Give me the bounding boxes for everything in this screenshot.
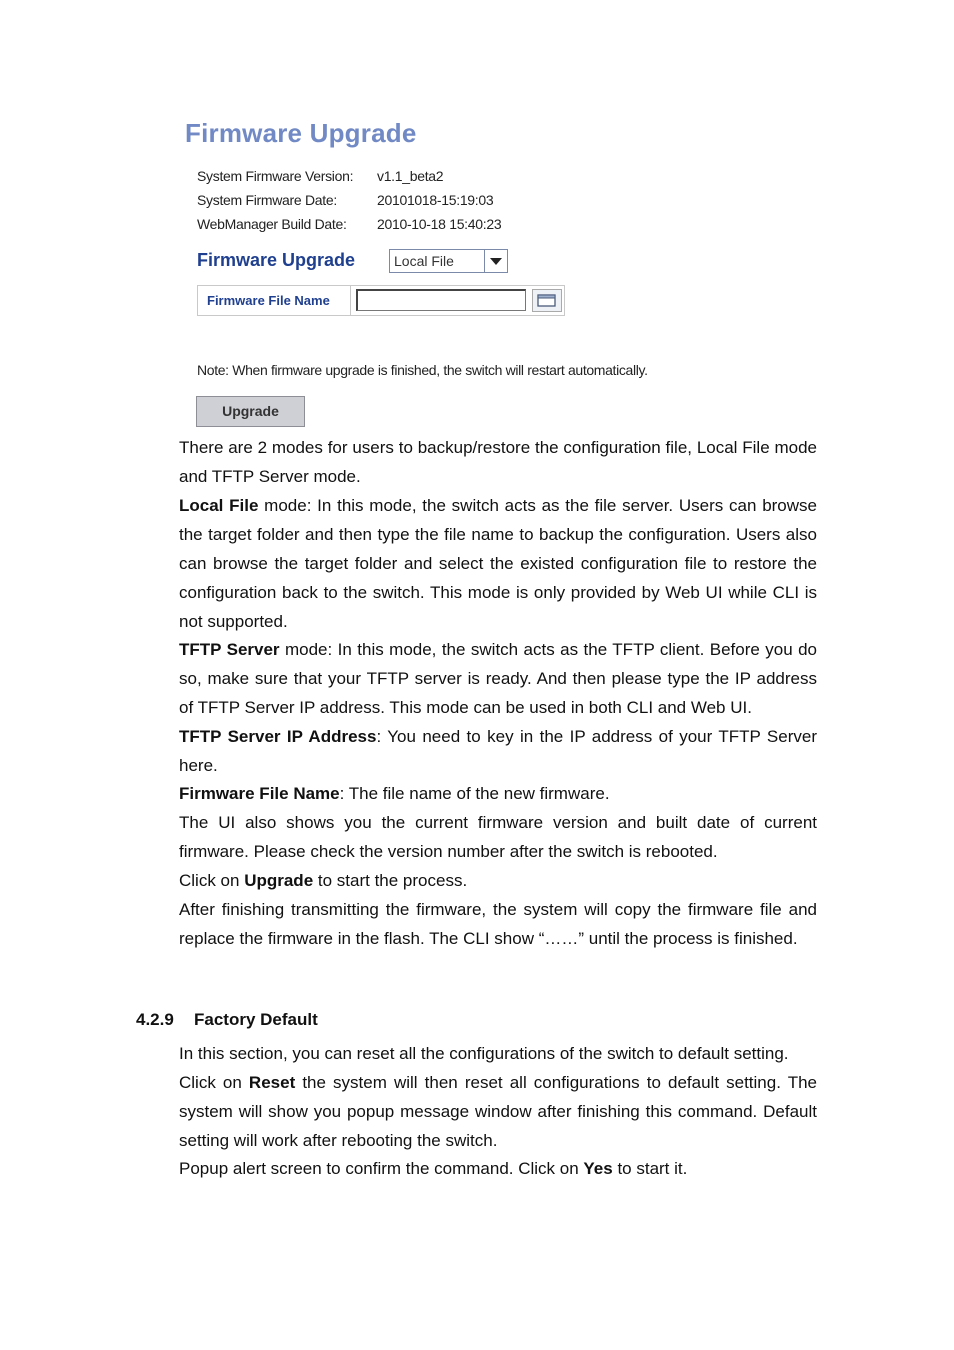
after-transmit-paragraph: After finishing transmitting the firmware, the system will copy the firmware file and replace the firmware in the flash. The CLI show “……” until the process is finished.: [179, 900, 817, 948]
firmware-version-value: v1.1_beta2: [377, 168, 444, 184]
tftp-server-paragraph: [179, 635, 817, 722]
popup-pre: Popup alert screen to confirm the command. Click on: [179, 1159, 584, 1178]
firmware-date-label: System Firmware Date:: [197, 192, 337, 208]
section-heading: [136, 1010, 318, 1030]
reset-post: the system will then reset all configurations to default setting. The system will show you popup message window after finishing this command. Default setting will work after rebooting the switch.: [179, 1073, 818, 1150]
reset-pre: Click on: [179, 1073, 249, 1092]
upgrade-mode-select[interactable]: [389, 249, 508, 273]
click-upgrade-pre: Click on: [179, 871, 245, 890]
local-file-term: Local File: [179, 496, 259, 515]
chevron-down-icon[interactable]: [484, 250, 507, 272]
firmware-file-input[interactable]: [356, 289, 526, 311]
build-date-label: WebManager Build Date:: [197, 216, 347, 232]
firmware-file-name-label: Firmware File Name: [198, 286, 351, 315]
modes-paragraph: There are 2 modes for users to backup/restore the configuration file, Local File mode and TFTP Server mode.: [179, 438, 817, 486]
firmware-date-row: [197, 192, 493, 208]
local-file-paragraph: [179, 491, 817, 636]
tftp-server-term: TFTP Server: [179, 640, 280, 659]
reset-term: Reset: [248, 1073, 296, 1092]
build-date-value: 2010-10-18 15:40:23: [377, 216, 502, 232]
file-name-description: : The file name of the new firmware.: [339, 784, 610, 803]
local-file-description: mode: In this mode, the switch acts as the file server. Users can browse the target folder and then type the file name to backup the configuration. Users also can browse the target folder and select the existed configuration file to restore the configuration back to the switch. This mode is only provided by Web UI while CLI is not supported.: [179, 496, 817, 631]
build-date-row: [197, 216, 501, 232]
firmware-upgrade-title: Firmware Upgrade: [185, 118, 417, 148]
folder-icon: [533, 290, 561, 311]
upgrade-button[interactable]: Upgrade: [196, 396, 305, 427]
yes-term: Yes: [583, 1159, 613, 1178]
factory-default-intro: In this section, you can reset all the configurations of the switch to default setting.: [179, 1044, 789, 1063]
file-name-paragraph: [179, 779, 817, 808]
popup-post: to start it.: [612, 1159, 688, 1178]
upgrade-term: Upgrade: [244, 871, 314, 890]
browse-button[interactable]: [532, 289, 562, 312]
section-number: 4.2.9: [136, 1010, 174, 1029]
upgrade-mode-value: Local File: [394, 253, 454, 269]
popup-paragraph: [179, 1154, 817, 1183]
click-upgrade-paragraph: [179, 866, 817, 895]
tftp-ip-description: : You need to key in the IP address of your TFTP Server here.: [179, 727, 818, 775]
firmware-version-label: System Firmware Version:: [197, 168, 354, 184]
tftp-server-description: mode: In this mode, the switch acts as the TFTP client. Before you do so, make sure that your TFTP server is ready. And then please type the IP address of TFTP Server IP address. This mode can be used in both CLI and Web UI.: [179, 640, 818, 717]
section-title: Factory Default: [194, 1010, 318, 1029]
firmware-date-value: 20101018-15:19:03: [377, 192, 494, 208]
tftp-ip-term: TFTP Server IP Address: [179, 727, 377, 746]
version-paragraph: The UI also shows you the current firmware version and built date of current firmware. Please check the version number after the switch is rebooted.: [179, 813, 817, 861]
restart-note: Note: When firmware upgrade is finished, the switch will restart automatically.: [197, 362, 648, 378]
tftp-ip-paragraph: [179, 722, 817, 780]
click-upgrade-post: to start the process.: [313, 871, 468, 890]
firmware-file-row: [197, 285, 565, 316]
file-name-term: Firmware File Name: [179, 784, 340, 803]
reset-paragraph: [179, 1068, 817, 1155]
firmware-version-row: [197, 168, 443, 184]
firmware-upgrade-subheading: Firmware Upgrade: [197, 250, 356, 270]
